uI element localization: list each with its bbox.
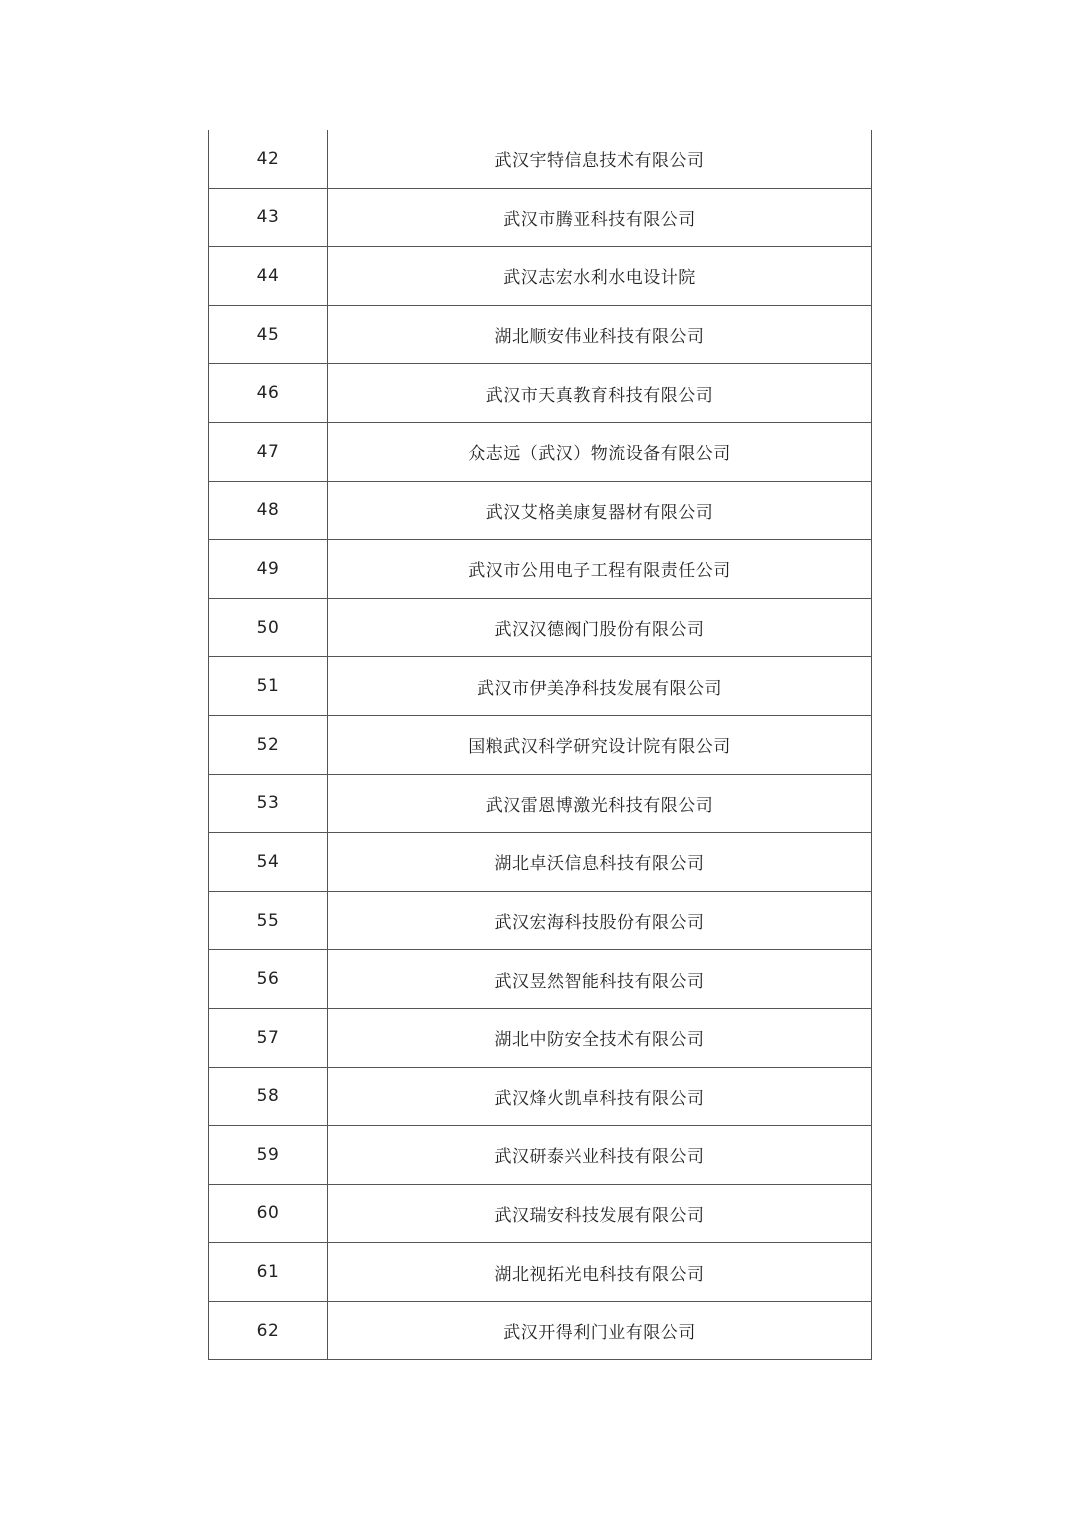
- company-name-cell: 武汉市公用电子工程有限责任公司: [468, 561, 731, 582]
- table-row: [209, 1302, 871, 1361]
- row-index-cell: 57: [209, 1009, 328, 1067]
- table-row: [209, 950, 871, 1009]
- company-name-cell: 武汉开得利门业有限公司: [503, 1323, 696, 1344]
- row-index-cell: 60: [209, 1185, 328, 1243]
- row-index-cell: 58: [209, 1068, 328, 1126]
- table-row: [209, 775, 871, 834]
- company-name-cell: 武汉市腾亚科技有限公司: [503, 209, 696, 230]
- table-row: [209, 306, 871, 365]
- company-name-cell: 武汉宇特信息技术有限公司: [494, 151, 705, 172]
- table-row: [209, 189, 871, 248]
- company-name-cell: 武汉烽火凯卓科技有限公司: [494, 1088, 705, 1109]
- company-name-cell: 武汉瑞安科技发展有限公司: [494, 1205, 705, 1226]
- company-name-cell: 武汉雷恩博激光科技有限公司: [485, 795, 714, 816]
- row-index-cell: 46: [209, 364, 328, 422]
- company-name-cell: 湖北中防安全技术有限公司: [494, 1030, 705, 1051]
- table-row: [209, 1068, 871, 1127]
- row-index-cell: 54: [209, 833, 328, 891]
- table-row: [209, 247, 871, 306]
- company-name-cell: 武汉研泰兴业科技有限公司: [494, 1147, 705, 1168]
- company-name-cell: 湖北卓沃信息科技有限公司: [494, 854, 705, 875]
- company-name-cell: 武汉宏海科技股份有限公司: [494, 913, 705, 934]
- table-row: [209, 423, 871, 482]
- company-name-cell: 武汉汉德阀门股份有限公司: [494, 620, 705, 641]
- table-row: [209, 657, 871, 716]
- company-name-cell: 武汉昱然智能科技有限公司: [494, 971, 705, 992]
- row-index-cell: 45: [209, 306, 328, 364]
- row-index-cell: 61: [209, 1243, 328, 1301]
- company-name-cell: 武汉市伊美净科技发展有限公司: [477, 678, 722, 699]
- table-row: [209, 1185, 871, 1244]
- table-row: [209, 364, 871, 423]
- company-list-table: [208, 130, 872, 1360]
- company-name-cell: 武汉志宏水利水电设计院: [503, 268, 696, 289]
- table-row: [209, 1243, 871, 1302]
- company-name-cell: 武汉艾格美康复器材有限公司: [485, 502, 714, 523]
- row-index-cell: 43: [209, 189, 328, 247]
- row-index-cell: 50: [209, 599, 328, 657]
- row-index-cell: 59: [209, 1126, 328, 1184]
- table-row: [209, 833, 871, 892]
- company-name-cell: 湖北视拓光电科技有限公司: [494, 1264, 705, 1285]
- company-name-cell: 国粮武汉科学研究设计院有限公司: [468, 737, 731, 758]
- row-index-cell: 51: [209, 657, 328, 715]
- table-row: [209, 1126, 871, 1185]
- row-index-cell: 53: [209, 775, 328, 833]
- company-name-cell: 湖北顺安伟业科技有限公司: [494, 327, 705, 348]
- row-index-cell: 47: [209, 423, 328, 481]
- table-row: [209, 892, 871, 951]
- row-index-cell: 49: [209, 540, 328, 598]
- row-index-cell: 62: [209, 1302, 328, 1360]
- table-row: [209, 1009, 871, 1068]
- row-index-cell: 42: [209, 130, 328, 188]
- table-row: [209, 599, 871, 658]
- row-index-cell: 52: [209, 716, 328, 774]
- table-row: [209, 130, 871, 189]
- company-name-cell: 众志远（武汉）物流设备有限公司: [468, 444, 731, 465]
- row-index-cell: 56: [209, 950, 328, 1008]
- row-index-cell: 55: [209, 892, 328, 950]
- row-index-cell: 44: [209, 247, 328, 305]
- company-name-cell: 武汉市天真教育科技有限公司: [485, 385, 714, 406]
- table-row: [209, 482, 871, 541]
- row-index-cell: 48: [209, 482, 328, 540]
- table-row: [209, 540, 871, 599]
- table-row: [209, 716, 871, 775]
